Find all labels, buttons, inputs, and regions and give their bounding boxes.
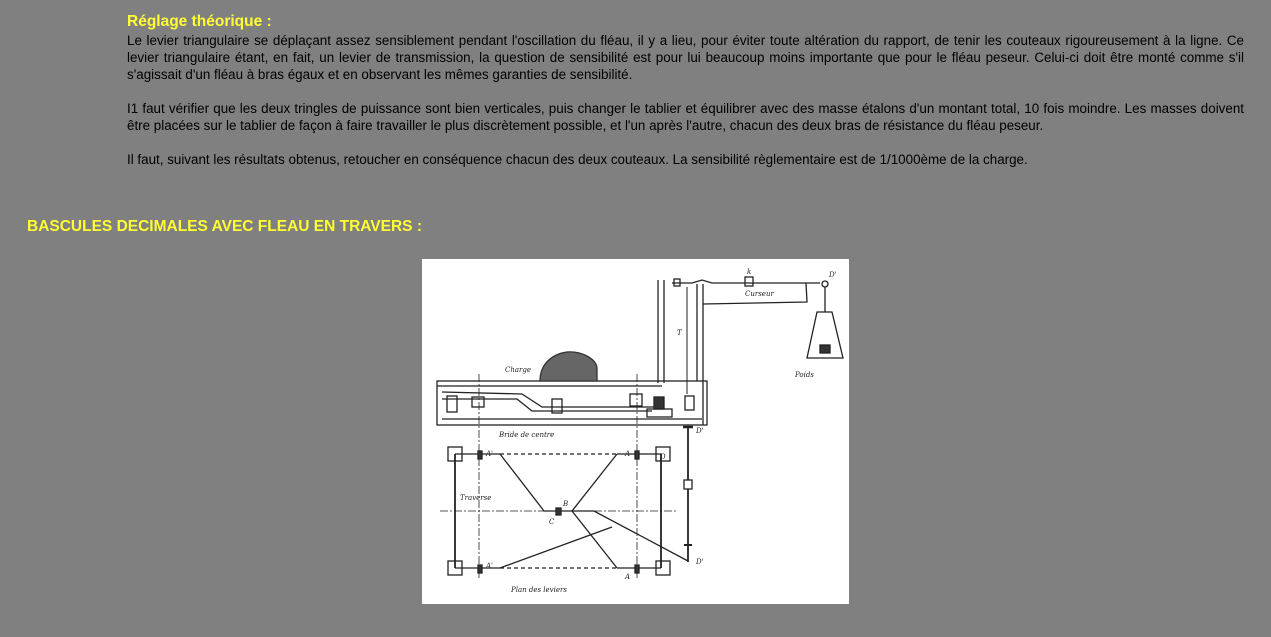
label-b: B (563, 500, 569, 508)
section-reglage-theorique (127, 12, 1244, 185)
label-d1: D' (829, 271, 837, 279)
section-heading: Réglage théorique : (127, 13, 272, 30)
paragraph: I1 faut vérifier que les deux tringles de puissance sont bien verticales, puis changer le tablier et équilibrer avec des masse étalons d'un montant total, 10 fois moindre. Les masses doivent être placées sur le tablier de façon à faire travailler le plus discrètement possible, et l'un après l'autre, chacun des deux bras de résistance du fléau peseur. (127, 101, 1244, 133)
label-poids: Poids (795, 371, 814, 379)
label-a1: A' (486, 562, 493, 570)
label-k: k (747, 268, 752, 276)
label-c: C (549, 518, 555, 526)
label-curseur: Curseur (745, 290, 774, 298)
label-a1: A' (486, 450, 493, 458)
label-bride: Bride de centre (499, 431, 555, 439)
label-plan: Plan des leviers (511, 586, 567, 594)
scale-diagram-image (422, 259, 849, 604)
label-t: T (677, 329, 682, 337)
label-a: A (625, 573, 631, 581)
paragraph: Il faut, suivant les résultats obtenus, retoucher en conséquence chacun des deux couteaux. La sensibilité règlementaire est de 1/1000ème de la charge. (127, 152, 1028, 167)
label-charge: Charge (505, 366, 532, 374)
scale-diagram (422, 259, 849, 604)
label-d1: D' (696, 558, 704, 566)
label-d1: D' (696, 427, 704, 435)
section-heading-bascules: BASCULES DECIMALES AVEC FLEAU EN TRAVERS : (27, 218, 422, 235)
label-d: D (660, 453, 666, 461)
label-traverse: Traverse (460, 494, 492, 502)
paragraph: Le levier triangulaire se déplaçant assez sensiblement pendant l'oscillation du fléau, il y a lieu, pour éviter toute altération du rapport, de tenir les couteaux rigoureusement à la ligne. Ce levier triangulaire étant, en fait, un levier de transmission, la question de sensibilité est pour lui beaucoup moins importante que pour le fléau peseur. Celui-ci doit être monté comme s'il s'agissait d'un fléau à bras égaux et en observant les mêmes garanties de sensibilité. (127, 33, 1244, 82)
label-a: A (625, 450, 631, 458)
